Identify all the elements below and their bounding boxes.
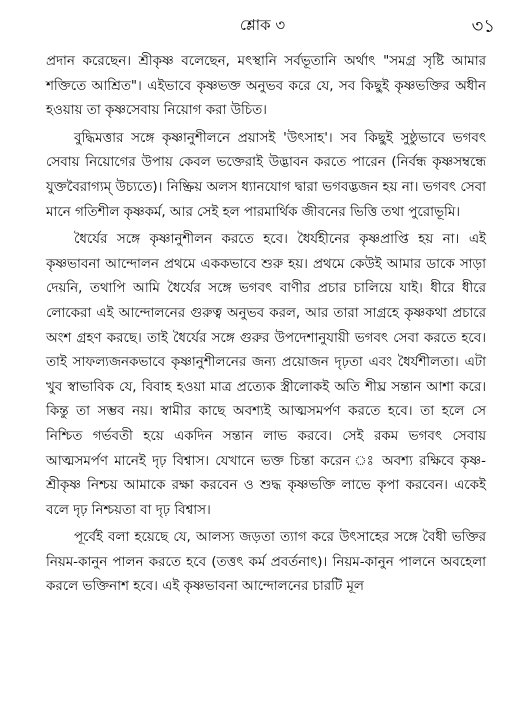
page-header — [30, 12, 495, 38]
paragraph-1: প্রদান করেছেন। শ্রীকৃষ্ণ বলেছেন, মৎস্থানি সর্বভূতানি অর্থাৎ "সমগ্র সৃষ্টি আমার শক্তিতে আশ্রিত"। এইভাবে কৃষ্ণভক্ত অনুভব করে যে, সব কিছুই কৃষ্ণভক্তির অধীন হওয়ায় তা কৃষ্ণসেবায় নিয়োগ করা উচিত। — [46, 54, 486, 119]
paragraph-4: পূর্বেই বলা হয়েছে যে, আলস্য জড়তা ত্যাগ করে উৎসাহের সঙ্গে বৈধী ভক্তির নিয়ম-কানুন পালন করতে হবে (তত্তৎ কর্ম প্রবর্তনাৎ)। নিয়ম-কানুন পালনে অবহেলা করলে ভক্তিনাশ হবে। এই কৃষ্ণভাবনা আন্দোলনের চারটি মূল — [46, 530, 486, 595]
body-text — [46, 50, 486, 600]
page-number: ৩১ — [471, 16, 495, 37]
running-title: শ্লোক ৩ — [239, 16, 286, 34]
paragraph-2: বুদ্ধিমত্তার সঙ্গে কৃষ্ণানুশীলনে প্রয়াসই 'উৎসাহ'। সব কিছুই সুষ্ঠুভাবে ভগবৎ সেবায় নিয়োগের উপায় কেবল ভক্তেরাই উদ্ভাবন করতে পারেন (নির্বন্ধ কৃষ্ণসম্বন্ধে যুক্তবৈরাগ্যম্ উচ্যতে)। নিষ্ক্রিয় অলস ধ্যানযোগ দ্বারা ভগবদ্ভজন হয় না। ভগবৎ সেবা মানে গতিশীল কৃষ্ণকর্ম, আর সেই হল পারমার্থিক জীবনের ভিত্তি তথা পুরোভূমি। — [46, 130, 486, 220]
paragraph-3: ধৈর্যের সঙ্গে কৃষ্ণানুশীলন করতে হবে। ধৈর্যহীনের কৃষ্ণপ্রাপ্তি হয় না। এই কৃষ্ণভাবনা আন্দোলন প্রথমে এককভাবে শুরু হয়। প্রথমে কেউই আমার ডাকে সাড়া দেয়নি, তথাপি আমি ধৈর্যের সঙ্গে ভগবৎ বাণীর প্রচার চালিয়ে যাই। ধীরে ধীরে লোকেরা এই আন্দোলনের গুরুত্ব অনুভব করল, আর তারা সাগ্রহে কৃষ্ণকথা প্রচারে অংশ গ্রহণ করছে। তাই ধৈর্যের সঙ্গে গুরুর উপদেশানুযায়ী ভগবৎ সেবা করতে হবে। তাই সাফল্যজনকভাবে কৃষ্ণানুশীলনের জন্য প্রয়োজন দৃঢ়তা এবং ধৈর্যশীলতা। এটা খুব স্বাভাবিক যে, বিবাহ হওয়া মাত্র প্রত্যেক স্ত্রীলোকই অতি শীঘ্র সন্তান আশা করে। কিন্তু তা সম্ভব নয়। স্বামীর কাছে অবশ্যই আত্মসমর্পণ করতে হবে। তা হলে সে নিশ্চিত গর্ভবতী হয়ে একদিন সন্তান লাভ করবে। সেই রকম ভগবৎ সেবায় আত্মসমর্পণ মানেই দৃঢ় বিশ্বাস। যেখানে ভক্ত চিন্তা করেন ঃ অবশ্য রক্ষিবে কৃষ্ণ-শ্রীকৃষ্ণ নিশ্চয় আমাকে রক্ষা করবেন ও শুদ্ধ কৃষ্ণভক্তি লাভে কৃপা করবেন। একেই বলে দৃঢ় নিশ্চয়তা বা দৃঢ় বিশ্বাস। — [46, 232, 486, 518]
